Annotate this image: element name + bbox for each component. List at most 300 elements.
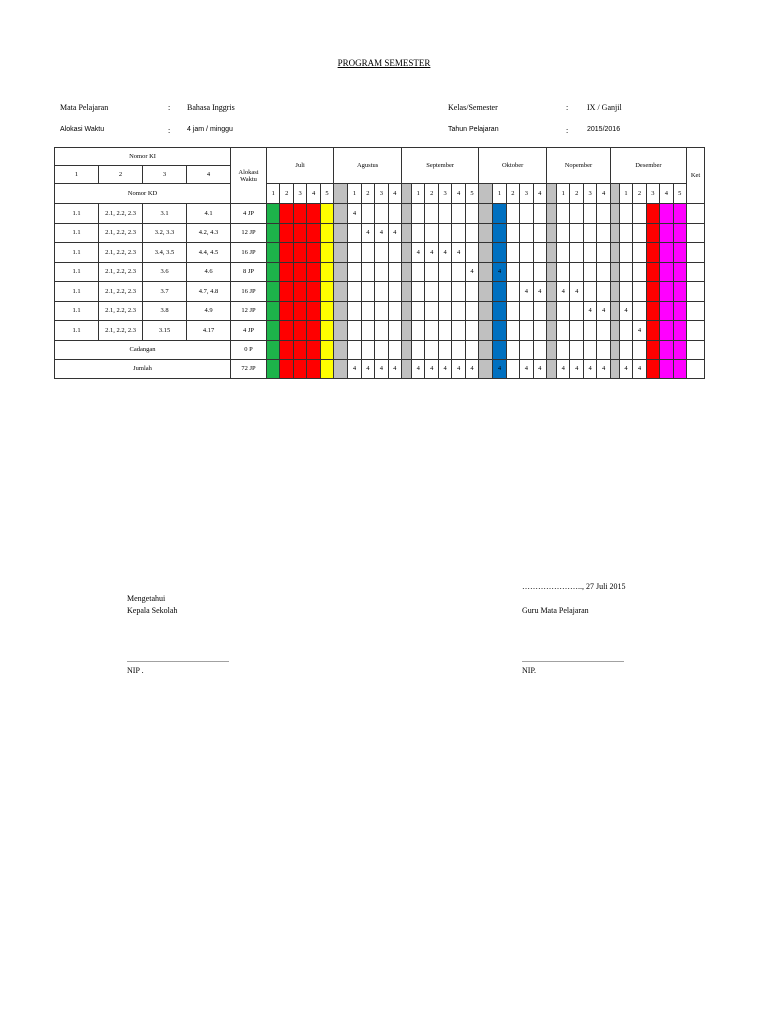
table-row bbox=[55, 282, 705, 302]
week-number: 1 bbox=[348, 184, 361, 204]
week-cell: 4 bbox=[375, 359, 388, 378]
month-header-desember: Desember bbox=[610, 148, 686, 184]
week-cell bbox=[280, 340, 293, 359]
week-cell bbox=[438, 282, 451, 302]
week-cell: 4 bbox=[388, 223, 401, 243]
week-cell bbox=[361, 243, 374, 263]
ki2-cell: 2.1, 2.2, 2.3 bbox=[99, 204, 143, 224]
week-number: 4 bbox=[533, 184, 546, 204]
month-header-nopember: Nopember bbox=[547, 148, 611, 184]
week-cell bbox=[388, 282, 401, 302]
week-cell bbox=[361, 340, 374, 359]
week-cell bbox=[660, 321, 673, 341]
week-cell bbox=[597, 204, 610, 224]
week-cell: 4 bbox=[570, 359, 583, 378]
week-number: 3 bbox=[520, 184, 533, 204]
week-cell bbox=[506, 262, 519, 282]
week-cell bbox=[619, 223, 632, 243]
week-cell bbox=[619, 262, 632, 282]
week-cell bbox=[533, 262, 546, 282]
week-cell bbox=[348, 223, 361, 243]
week-cell bbox=[619, 282, 632, 302]
week-cell bbox=[293, 243, 306, 263]
ki1-cell: 1.1 bbox=[55, 243, 99, 263]
week-cell bbox=[375, 321, 388, 341]
week-cell bbox=[452, 282, 465, 302]
week-cell bbox=[633, 282, 646, 302]
week-cell bbox=[425, 321, 438, 341]
month-separator bbox=[334, 243, 348, 263]
week-cell bbox=[520, 340, 533, 359]
month-separator bbox=[334, 262, 348, 282]
kelas-label: Kelas/Semester bbox=[448, 103, 498, 112]
week-cell bbox=[267, 262, 280, 282]
month-separator bbox=[402, 282, 412, 302]
week-cell bbox=[438, 340, 451, 359]
week-cell bbox=[320, 282, 333, 302]
month-separator bbox=[479, 184, 493, 204]
table-row bbox=[55, 243, 705, 263]
week-cell bbox=[425, 204, 438, 224]
week-cell bbox=[533, 243, 546, 263]
week-cell bbox=[533, 321, 546, 341]
month-separator bbox=[334, 223, 348, 243]
table-row bbox=[55, 204, 705, 224]
ki1-cell: 1.1 bbox=[55, 223, 99, 243]
week-cell: 4 bbox=[465, 262, 478, 282]
month-separator bbox=[479, 223, 493, 243]
week-cell bbox=[660, 301, 673, 321]
tahun-label: Tahun Pelajaran bbox=[448, 126, 499, 133]
week-cell bbox=[533, 204, 546, 224]
week-cell bbox=[597, 340, 610, 359]
week-number: 1 bbox=[557, 184, 570, 204]
ket-cell bbox=[687, 243, 705, 263]
week-cell bbox=[280, 301, 293, 321]
week-cell bbox=[533, 301, 546, 321]
week-cell: 4 bbox=[493, 359, 506, 378]
nomor-ki-header: Nomor KI bbox=[55, 148, 231, 166]
signature-right-dots: ................................................... bbox=[522, 655, 624, 664]
week-cell bbox=[412, 282, 425, 302]
signature-left-dots: ................................................... bbox=[127, 655, 229, 664]
week-cell bbox=[267, 282, 280, 302]
week-cell bbox=[646, 204, 659, 224]
week-cell bbox=[361, 321, 374, 341]
week-cell bbox=[425, 282, 438, 302]
ki3-cell: 3.15 bbox=[143, 321, 187, 341]
week-number: 1 bbox=[493, 184, 506, 204]
week-cell bbox=[465, 321, 478, 341]
week-cell bbox=[557, 340, 570, 359]
month-separator bbox=[547, 359, 557, 378]
month-separator bbox=[402, 262, 412, 282]
month-separator bbox=[547, 223, 557, 243]
ki1-cell: 1.1 bbox=[55, 262, 99, 282]
month-separator bbox=[479, 321, 493, 341]
week-cell bbox=[280, 262, 293, 282]
week-cell bbox=[633, 262, 646, 282]
week-cell bbox=[520, 243, 533, 263]
week-cell bbox=[646, 340, 659, 359]
table-row bbox=[55, 184, 705, 204]
week-cell bbox=[320, 340, 333, 359]
week-cell bbox=[570, 262, 583, 282]
tahun-separator: : bbox=[566, 126, 569, 135]
month-separator bbox=[402, 340, 412, 359]
week-cell: 4 bbox=[557, 359, 570, 378]
week-cell bbox=[412, 340, 425, 359]
week-cell bbox=[660, 243, 673, 263]
week-cell bbox=[307, 301, 320, 321]
week-cell bbox=[583, 204, 596, 224]
week-cell bbox=[570, 243, 583, 263]
ki1-cell: 1.1 bbox=[55, 204, 99, 224]
week-cell bbox=[438, 301, 451, 321]
week-cell bbox=[280, 223, 293, 243]
ket-cell bbox=[687, 321, 705, 341]
week-cell bbox=[570, 340, 583, 359]
week-cell bbox=[452, 321, 465, 341]
ki4-cell: 4.1 bbox=[187, 204, 231, 224]
ket-cell bbox=[687, 359, 705, 378]
kelas-separator: : bbox=[566, 103, 569, 112]
week-cell bbox=[520, 301, 533, 321]
week-number: 3 bbox=[293, 184, 306, 204]
week-cell bbox=[619, 321, 632, 341]
week-cell bbox=[597, 321, 610, 341]
week-cell bbox=[597, 262, 610, 282]
week-cell bbox=[506, 282, 519, 302]
month-separator bbox=[402, 204, 412, 224]
signature-left-line2: Kepala Sekolah bbox=[127, 606, 178, 615]
ki-column-3: 3 bbox=[143, 166, 187, 184]
week-cell bbox=[267, 359, 280, 378]
month-separator bbox=[610, 243, 619, 263]
ket-cell bbox=[687, 301, 705, 321]
week-cell bbox=[320, 301, 333, 321]
week-cell bbox=[375, 282, 388, 302]
ki1-cell: 1.1 bbox=[55, 321, 99, 341]
week-cell bbox=[361, 204, 374, 224]
week-cell bbox=[280, 243, 293, 263]
week-cell bbox=[673, 359, 687, 378]
week-cell bbox=[646, 282, 659, 302]
week-cell bbox=[570, 321, 583, 341]
week-cell bbox=[375, 204, 388, 224]
ki3-cell: 3.4, 3.5 bbox=[143, 243, 187, 263]
ki-column-1: 1 bbox=[55, 166, 99, 184]
ki4-cell: 4.2, 4.3 bbox=[187, 223, 231, 243]
ket-cell bbox=[687, 204, 705, 224]
table-row bbox=[55, 223, 705, 243]
jumlah-label: Jumlah bbox=[55, 359, 231, 378]
month-separator bbox=[402, 321, 412, 341]
month-separator bbox=[610, 301, 619, 321]
week-cell bbox=[320, 243, 333, 263]
ki3-cell: 3.2, 3.3 bbox=[143, 223, 187, 243]
week-cell bbox=[660, 262, 673, 282]
week-number: 2 bbox=[570, 184, 583, 204]
week-cell: 4 bbox=[361, 223, 374, 243]
tahun-value: 2015/2016 bbox=[587, 126, 621, 133]
table-row bbox=[55, 340, 705, 359]
week-cell bbox=[425, 262, 438, 282]
week-number: 2 bbox=[280, 184, 293, 204]
week-cell bbox=[465, 340, 478, 359]
week-cell bbox=[583, 340, 596, 359]
week-cell bbox=[583, 223, 596, 243]
week-cell: 4 bbox=[452, 359, 465, 378]
signature-right-line1: Guru Mata Pelajaran bbox=[522, 606, 589, 615]
alokasi-cell: 4 JP bbox=[231, 321, 267, 341]
week-number: 2 bbox=[425, 184, 438, 204]
week-cell bbox=[520, 262, 533, 282]
week-cell: 4 bbox=[361, 359, 374, 378]
ki3-cell: 3.7 bbox=[143, 282, 187, 302]
week-cell bbox=[646, 321, 659, 341]
ki4-cell: 4.7, 4.8 bbox=[187, 282, 231, 302]
month-separator bbox=[334, 321, 348, 341]
week-cell bbox=[348, 243, 361, 263]
week-cell bbox=[619, 243, 632, 263]
week-cell bbox=[293, 321, 306, 341]
week-cell bbox=[412, 223, 425, 243]
week-cell bbox=[557, 321, 570, 341]
week-cell: 4 bbox=[375, 223, 388, 243]
week-number: 4 bbox=[452, 184, 465, 204]
week-cell bbox=[660, 359, 673, 378]
page-title: PROGRAM SEMESTER bbox=[337, 58, 431, 68]
week-cell bbox=[660, 340, 673, 359]
week-cell: 4 bbox=[633, 321, 646, 341]
week-cell: 4 bbox=[557, 282, 570, 302]
week-cell bbox=[293, 262, 306, 282]
week-cell: 4 bbox=[438, 359, 451, 378]
jumlah-value: 72 JP bbox=[231, 359, 267, 378]
week-cell bbox=[293, 359, 306, 378]
week-cell bbox=[520, 223, 533, 243]
week-number: 1 bbox=[267, 184, 280, 204]
alokasi-value: 4 jam / minggu bbox=[187, 126, 233, 133]
ki2-cell: 2.1, 2.2, 2.3 bbox=[99, 282, 143, 302]
week-cell: 4 bbox=[570, 282, 583, 302]
week-cell bbox=[493, 340, 506, 359]
week-cell bbox=[557, 262, 570, 282]
week-cell: 4 bbox=[619, 359, 632, 378]
week-cell: 4 bbox=[465, 359, 478, 378]
week-cell bbox=[673, 301, 687, 321]
ki2-cell: 2.1, 2.2, 2.3 bbox=[99, 321, 143, 341]
alokasi-cell: 4 JP bbox=[231, 204, 267, 224]
ki3-cell: 3.8 bbox=[143, 301, 187, 321]
ket-cell bbox=[687, 262, 705, 282]
week-cell bbox=[619, 204, 632, 224]
week-cell bbox=[646, 243, 659, 263]
alokasi-cell: 12 JP bbox=[231, 223, 267, 243]
kelas-value: IX / Ganjil bbox=[587, 103, 622, 112]
week-cell bbox=[506, 204, 519, 224]
month-separator bbox=[402, 223, 412, 243]
month-separator bbox=[547, 243, 557, 263]
week-cell: 4 bbox=[633, 359, 646, 378]
month-separator bbox=[402, 184, 412, 204]
mapel-separator: : bbox=[168, 103, 171, 112]
month-separator bbox=[610, 223, 619, 243]
month-header-juli: Juli bbox=[267, 148, 334, 184]
week-number: 1 bbox=[412, 184, 425, 204]
week-cell bbox=[348, 340, 361, 359]
week-cell bbox=[293, 301, 306, 321]
week-number: 3 bbox=[438, 184, 451, 204]
week-cell bbox=[493, 204, 506, 224]
week-cell bbox=[619, 340, 632, 359]
week-cell bbox=[452, 301, 465, 321]
month-separator bbox=[334, 359, 348, 378]
week-cell bbox=[660, 223, 673, 243]
week-cell bbox=[425, 301, 438, 321]
month-separator bbox=[547, 204, 557, 224]
month-separator bbox=[402, 243, 412, 263]
week-cell bbox=[280, 359, 293, 378]
week-cell: 4 bbox=[533, 282, 546, 302]
week-cell: 4 bbox=[425, 359, 438, 378]
week-cell: 4 bbox=[597, 359, 610, 378]
week-cell bbox=[452, 204, 465, 224]
week-cell: 4 bbox=[348, 204, 361, 224]
month-separator bbox=[334, 301, 348, 321]
week-cell bbox=[293, 282, 306, 302]
ki1-cell: 1.1 bbox=[55, 301, 99, 321]
week-cell bbox=[375, 340, 388, 359]
week-cell: 4 bbox=[412, 243, 425, 263]
week-cell bbox=[673, 243, 687, 263]
ki3-cell: 3.6 bbox=[143, 262, 187, 282]
week-cell bbox=[570, 223, 583, 243]
week-cell: 4 bbox=[412, 359, 425, 378]
week-cell: 4 bbox=[452, 243, 465, 263]
week-cell bbox=[280, 321, 293, 341]
week-cell bbox=[660, 282, 673, 302]
week-number: 3 bbox=[646, 184, 659, 204]
month-separator bbox=[402, 359, 412, 378]
week-cell bbox=[320, 204, 333, 224]
week-cell bbox=[267, 340, 280, 359]
week-cell bbox=[320, 321, 333, 341]
alokasi-label: Alokasi Waktu bbox=[60, 126, 105, 133]
week-cell bbox=[307, 223, 320, 243]
month-header-september: September bbox=[402, 148, 479, 184]
month-separator bbox=[610, 321, 619, 341]
week-cell bbox=[557, 301, 570, 321]
week-number: 1 bbox=[619, 184, 632, 204]
week-cell bbox=[557, 204, 570, 224]
week-cell bbox=[348, 282, 361, 302]
week-cell: 4 bbox=[619, 301, 632, 321]
table-row bbox=[55, 148, 705, 166]
week-cell bbox=[375, 243, 388, 263]
week-cell bbox=[307, 340, 320, 359]
week-cell bbox=[557, 243, 570, 263]
week-cell bbox=[646, 359, 659, 378]
week-cell bbox=[452, 340, 465, 359]
week-cell bbox=[375, 301, 388, 321]
week-cell bbox=[438, 262, 451, 282]
week-cell: 4 bbox=[583, 301, 596, 321]
week-cell: 4 bbox=[388, 359, 401, 378]
ki2-cell: 2.1, 2.2, 2.3 bbox=[99, 301, 143, 321]
week-cell bbox=[307, 204, 320, 224]
table-row bbox=[55, 262, 705, 282]
alokasi-separator: : bbox=[168, 126, 171, 135]
week-cell: 4 bbox=[520, 359, 533, 378]
week-cell: 4 bbox=[438, 243, 451, 263]
week-cell: 4 bbox=[425, 243, 438, 263]
week-cell bbox=[465, 243, 478, 263]
week-cell bbox=[375, 262, 388, 282]
month-separator bbox=[610, 359, 619, 378]
month-separator bbox=[479, 243, 493, 263]
week-cell: 4 bbox=[597, 301, 610, 321]
week-cell bbox=[267, 243, 280, 263]
week-number: 4 bbox=[307, 184, 320, 204]
month-separator bbox=[547, 340, 557, 359]
week-cell bbox=[465, 282, 478, 302]
week-cell bbox=[673, 340, 687, 359]
week-cell bbox=[597, 223, 610, 243]
week-cell bbox=[493, 301, 506, 321]
week-cell bbox=[533, 340, 546, 359]
ki3-cell: 3.1 bbox=[143, 204, 187, 224]
ki4-cell: 4.17 bbox=[187, 321, 231, 341]
week-cell bbox=[307, 282, 320, 302]
week-cell bbox=[412, 204, 425, 224]
month-separator bbox=[334, 282, 348, 302]
ki4-cell: 4.6 bbox=[187, 262, 231, 282]
week-cell bbox=[520, 204, 533, 224]
week-cell bbox=[320, 223, 333, 243]
month-separator bbox=[610, 282, 619, 302]
month-separator bbox=[547, 282, 557, 302]
week-cell bbox=[320, 262, 333, 282]
week-cell bbox=[646, 301, 659, 321]
week-cell bbox=[425, 223, 438, 243]
week-cell bbox=[557, 223, 570, 243]
ki2-cell: 2.1, 2.2, 2.3 bbox=[99, 223, 143, 243]
week-number: 5 bbox=[320, 184, 333, 204]
week-cell bbox=[673, 204, 687, 224]
month-separator bbox=[547, 184, 557, 204]
week-cell: 4 bbox=[348, 359, 361, 378]
week-cell bbox=[583, 243, 596, 263]
week-cell bbox=[673, 282, 687, 302]
week-cell bbox=[597, 243, 610, 263]
week-cell bbox=[570, 301, 583, 321]
month-separator bbox=[610, 262, 619, 282]
month-separator bbox=[547, 262, 557, 282]
week-cell bbox=[506, 321, 519, 341]
week-number: 4 bbox=[388, 184, 401, 204]
week-cell bbox=[307, 321, 320, 341]
week-cell bbox=[452, 223, 465, 243]
month-header-agustus: Agustus bbox=[334, 148, 402, 184]
month-separator bbox=[402, 301, 412, 321]
ki1-cell: 1.1 bbox=[55, 282, 99, 302]
month-separator bbox=[334, 340, 348, 359]
week-number: 2 bbox=[506, 184, 519, 204]
week-cell bbox=[533, 223, 546, 243]
month-separator bbox=[479, 301, 493, 321]
